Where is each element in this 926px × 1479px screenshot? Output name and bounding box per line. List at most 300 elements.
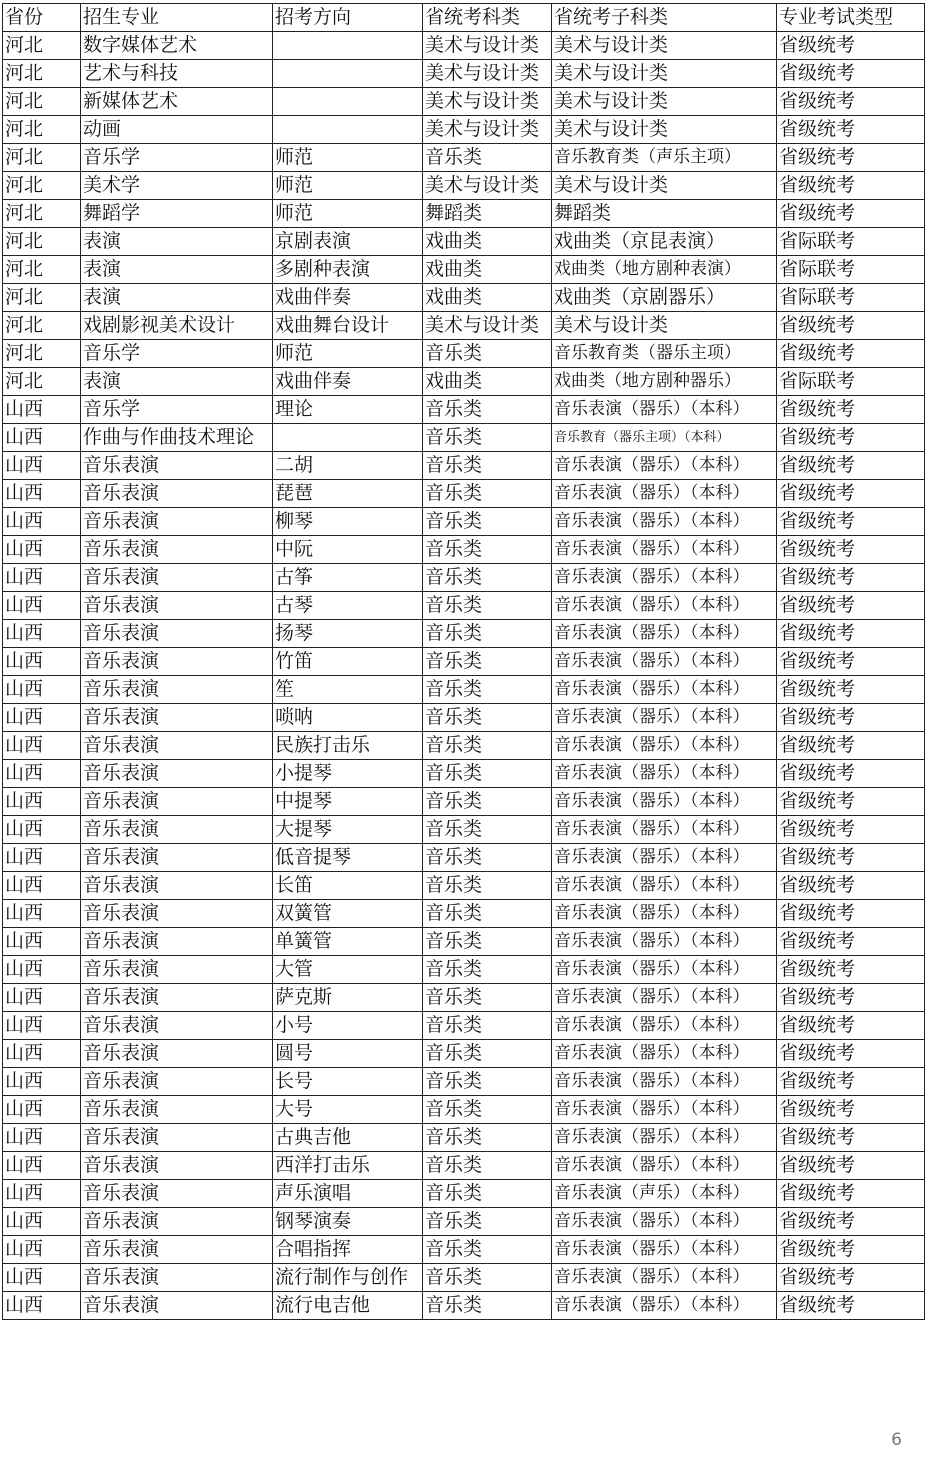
cell-direction: 小提琴 bbox=[273, 760, 423, 788]
cell-exam-category: 音乐类 bbox=[423, 1264, 552, 1292]
cell-exam-category: 音乐类 bbox=[423, 1040, 552, 1068]
cell-major: 戏剧影视美术设计 bbox=[81, 312, 273, 340]
cell-exam-subcategory: 音乐表演（器乐）（本科） bbox=[552, 760, 777, 788]
cell-major: 音乐表演 bbox=[81, 1152, 273, 1180]
cell-province: 山西 bbox=[3, 1208, 81, 1236]
cell-exam-subcategory: 美术与设计类 bbox=[552, 60, 777, 88]
cell-exam-category: 音乐类 bbox=[423, 732, 552, 760]
cell-direction: 圆号 bbox=[273, 1040, 423, 1068]
cell-direction: 戏曲舞台设计 bbox=[273, 312, 423, 340]
cell-exam-type: 省级统考 bbox=[777, 704, 925, 732]
cell-exam-subcategory: 音乐表演（器乐）（本科） bbox=[552, 1040, 777, 1068]
cell-exam-category: 音乐类 bbox=[423, 704, 552, 732]
cell-exam-type: 省级统考 bbox=[777, 648, 925, 676]
cell-exam-type: 省级统考 bbox=[777, 1236, 925, 1264]
cell-major: 音乐表演 bbox=[81, 1040, 273, 1068]
cell-direction: 大号 bbox=[273, 1096, 423, 1124]
cell-exam-type: 省级统考 bbox=[777, 1208, 925, 1236]
cell-major: 音乐表演 bbox=[81, 844, 273, 872]
cell-exam-category: 音乐类 bbox=[423, 872, 552, 900]
cell-major: 音乐表演 bbox=[81, 592, 273, 620]
cell-exam-subcategory: 音乐表演（器乐）（本科） bbox=[552, 704, 777, 732]
cell-exam-subcategory: 音乐表演（器乐）（本科） bbox=[552, 396, 777, 424]
table-row bbox=[3, 116, 925, 144]
table-row bbox=[3, 900, 925, 928]
cell-direction: 唢呐 bbox=[273, 704, 423, 732]
cell-province: 河北 bbox=[3, 88, 81, 116]
cell-exam-type: 省级统考 bbox=[777, 984, 925, 1012]
cell-exam-type: 省级统考 bbox=[777, 1012, 925, 1040]
cell-exam-category: 美术与设计类 bbox=[423, 172, 552, 200]
table-row bbox=[3, 1292, 925, 1320]
cell-direction: 中阮 bbox=[273, 536, 423, 564]
table-row bbox=[3, 284, 925, 312]
cell-exam-category: 音乐类 bbox=[423, 592, 552, 620]
cell-province: 河北 bbox=[3, 144, 81, 172]
cell-exam-type: 省级统考 bbox=[777, 592, 925, 620]
cell-major: 音乐表演 bbox=[81, 956, 273, 984]
table-row bbox=[3, 872, 925, 900]
cell-direction: 低音提琴 bbox=[273, 844, 423, 872]
cell-province: 河北 bbox=[3, 284, 81, 312]
admissions-table bbox=[2, 3, 925, 1320]
table-row bbox=[3, 1068, 925, 1096]
table-body bbox=[3, 4, 925, 1320]
cell-exam-subcategory: 美术与设计类 bbox=[552, 88, 777, 116]
table-row bbox=[3, 200, 925, 228]
cell-exam-subcategory: 音乐教育（器乐主项）（本科） bbox=[552, 424, 777, 452]
cell-exam-category: 音乐类 bbox=[423, 676, 552, 704]
cell-direction: 扬琴 bbox=[273, 620, 423, 648]
cell-exam-type: 省级统考 bbox=[777, 564, 925, 592]
cell-province: 山西 bbox=[3, 1012, 81, 1040]
cell-exam-type: 省际联考 bbox=[777, 368, 925, 396]
cell-exam-category: 戏曲类 bbox=[423, 368, 552, 396]
cell-major: 音乐表演 bbox=[81, 872, 273, 900]
cell-direction: 竹笛 bbox=[273, 648, 423, 676]
cell-exam-type: 省级统考 bbox=[777, 144, 925, 172]
cell-exam-category: 音乐类 bbox=[423, 1292, 552, 1320]
table-row bbox=[3, 368, 925, 396]
cell-major: 音乐表演 bbox=[81, 676, 273, 704]
cell-direction: 师范 bbox=[273, 200, 423, 228]
header-exam-subcategory: 省统考子科类 bbox=[552, 4, 777, 32]
cell-exam-subcategory: 音乐表演（器乐）（本科） bbox=[552, 1152, 777, 1180]
cell-exam-category: 音乐类 bbox=[423, 1208, 552, 1236]
cell-exam-type: 省际联考 bbox=[777, 284, 925, 312]
cell-exam-subcategory: 音乐表演（器乐）（本科） bbox=[552, 592, 777, 620]
cell-province: 山西 bbox=[3, 648, 81, 676]
cell-exam-type: 省级统考 bbox=[777, 536, 925, 564]
cell-exam-category: 音乐类 bbox=[423, 620, 552, 648]
table-row bbox=[3, 704, 925, 732]
cell-exam-subcategory: 音乐表演（器乐）（本科） bbox=[552, 536, 777, 564]
cell-major: 音乐表演 bbox=[81, 984, 273, 1012]
cell-exam-category: 音乐类 bbox=[423, 452, 552, 480]
table-row bbox=[3, 396, 925, 424]
table-row bbox=[3, 1264, 925, 1292]
page-number: 6 bbox=[891, 1430, 902, 1450]
cell-exam-type: 省级统考 bbox=[777, 424, 925, 452]
cell-major: 表演 bbox=[81, 284, 273, 312]
cell-exam-subcategory: 音乐教育类（声乐主项） bbox=[552, 144, 777, 172]
cell-direction: 师范 bbox=[273, 340, 423, 368]
table-row bbox=[3, 452, 925, 480]
cell-exam-type: 省级统考 bbox=[777, 1264, 925, 1292]
table-row bbox=[3, 592, 925, 620]
table-row bbox=[3, 564, 925, 592]
cell-exam-subcategory: 音乐表演（器乐）（本科） bbox=[552, 872, 777, 900]
cell-province: 河北 bbox=[3, 312, 81, 340]
cell-exam-category: 音乐类 bbox=[423, 984, 552, 1012]
cell-exam-category: 音乐类 bbox=[423, 1124, 552, 1152]
table-row bbox=[3, 816, 925, 844]
cell-exam-type: 省级统考 bbox=[777, 928, 925, 956]
cell-exam-type: 省级统考 bbox=[777, 116, 925, 144]
cell-direction bbox=[273, 60, 423, 88]
cell-direction: 声乐演唱 bbox=[273, 1180, 423, 1208]
cell-exam-subcategory: 美术与设计类 bbox=[552, 312, 777, 340]
table-row bbox=[3, 480, 925, 508]
cell-direction: 戏曲伴奏 bbox=[273, 284, 423, 312]
cell-exam-subcategory: 音乐表演（器乐）（本科） bbox=[552, 844, 777, 872]
cell-exam-category: 戏曲类 bbox=[423, 228, 552, 256]
cell-exam-category: 音乐类 bbox=[423, 396, 552, 424]
cell-major: 音乐表演 bbox=[81, 536, 273, 564]
table-row bbox=[3, 144, 925, 172]
cell-exam-type: 省级统考 bbox=[777, 1068, 925, 1096]
table-row bbox=[3, 1236, 925, 1264]
cell-province: 山西 bbox=[3, 1264, 81, 1292]
cell-exam-subcategory: 音乐表演（器乐）（本科） bbox=[552, 984, 777, 1012]
cell-direction: 长号 bbox=[273, 1068, 423, 1096]
cell-direction: 大管 bbox=[273, 956, 423, 984]
cell-exam-subcategory: 音乐表演（器乐）（本科） bbox=[552, 1264, 777, 1292]
cell-major: 音乐表演 bbox=[81, 1180, 273, 1208]
cell-exam-type: 省级统考 bbox=[777, 844, 925, 872]
cell-exam-subcategory: 戏曲类（地方剧种器乐） bbox=[552, 368, 777, 396]
cell-province: 山西 bbox=[3, 816, 81, 844]
table-row bbox=[3, 732, 925, 760]
cell-exam-subcategory: 戏曲类（京昆表演） bbox=[552, 228, 777, 256]
cell-major: 音乐表演 bbox=[81, 732, 273, 760]
cell-exam-category: 音乐类 bbox=[423, 536, 552, 564]
header-major: 招生专业 bbox=[81, 4, 273, 32]
cell-exam-subcategory: 音乐表演（器乐）（本科） bbox=[552, 564, 777, 592]
table-row bbox=[3, 536, 925, 564]
cell-exam-type: 省级统考 bbox=[777, 788, 925, 816]
cell-direction: 长笛 bbox=[273, 872, 423, 900]
table-row bbox=[3, 620, 925, 648]
cell-province: 山西 bbox=[3, 732, 81, 760]
cell-major: 音乐学 bbox=[81, 144, 273, 172]
cell-major: 音乐表演 bbox=[81, 816, 273, 844]
cell-direction: 理论 bbox=[273, 396, 423, 424]
cell-major: 美术学 bbox=[81, 172, 273, 200]
cell-major: 数字媒体艺术 bbox=[81, 32, 273, 60]
table-row bbox=[3, 88, 925, 116]
cell-province: 山西 bbox=[3, 592, 81, 620]
cell-exam-type: 省级统考 bbox=[777, 508, 925, 536]
cell-province: 河北 bbox=[3, 172, 81, 200]
cell-major: 音乐表演 bbox=[81, 1264, 273, 1292]
cell-exam-type: 省级统考 bbox=[777, 1124, 925, 1152]
cell-major: 音乐表演 bbox=[81, 1236, 273, 1264]
table-row bbox=[3, 844, 925, 872]
table-row bbox=[3, 312, 925, 340]
cell-exam-category: 音乐类 bbox=[423, 1012, 552, 1040]
table-row bbox=[3, 1208, 925, 1236]
cell-direction: 笙 bbox=[273, 676, 423, 704]
table-row bbox=[3, 984, 925, 1012]
cell-exam-category: 音乐类 bbox=[423, 900, 552, 928]
table-row bbox=[3, 228, 925, 256]
cell-major: 艺术与科技 bbox=[81, 60, 273, 88]
cell-major: 舞蹈学 bbox=[81, 200, 273, 228]
cell-exam-category: 音乐类 bbox=[423, 508, 552, 536]
cell-exam-category: 美术与设计类 bbox=[423, 88, 552, 116]
cell-exam-type: 省级统考 bbox=[777, 872, 925, 900]
cell-exam-subcategory: 音乐表演（器乐）（本科） bbox=[552, 1068, 777, 1096]
cell-province: 山西 bbox=[3, 872, 81, 900]
cell-exam-type: 省级统考 bbox=[777, 88, 925, 116]
cell-province: 山西 bbox=[3, 452, 81, 480]
cell-province: 山西 bbox=[3, 928, 81, 956]
cell-province: 河北 bbox=[3, 368, 81, 396]
cell-province: 河北 bbox=[3, 256, 81, 284]
cell-direction: 古琴 bbox=[273, 592, 423, 620]
cell-direction: 古典吉他 bbox=[273, 1124, 423, 1152]
cell-exam-type: 省级统考 bbox=[777, 1180, 925, 1208]
cell-direction: 二胡 bbox=[273, 452, 423, 480]
cell-direction: 萨克斯 bbox=[273, 984, 423, 1012]
cell-exam-subcategory: 美术与设计类 bbox=[552, 32, 777, 60]
cell-province: 山西 bbox=[3, 1292, 81, 1320]
cell-exam-category: 音乐类 bbox=[423, 956, 552, 984]
cell-province: 山西 bbox=[3, 984, 81, 1012]
cell-province: 河北 bbox=[3, 116, 81, 144]
cell-province: 山西 bbox=[3, 564, 81, 592]
cell-major: 音乐学 bbox=[81, 340, 273, 368]
table-row bbox=[3, 760, 925, 788]
cell-exam-type: 省级统考 bbox=[777, 1040, 925, 1068]
cell-direction: 琵琶 bbox=[273, 480, 423, 508]
cell-province: 山西 bbox=[3, 900, 81, 928]
cell-exam-category: 音乐类 bbox=[423, 928, 552, 956]
cell-major: 音乐表演 bbox=[81, 1124, 273, 1152]
cell-major: 音乐表演 bbox=[81, 1208, 273, 1236]
cell-exam-subcategory: 音乐表演（器乐）（本科） bbox=[552, 816, 777, 844]
table-row bbox=[3, 340, 925, 368]
cell-direction: 双簧管 bbox=[273, 900, 423, 928]
cell-direction: 古筝 bbox=[273, 564, 423, 592]
cell-direction bbox=[273, 88, 423, 116]
cell-exam-subcategory: 音乐表演（声乐）（本科） bbox=[552, 1180, 777, 1208]
cell-exam-type: 省际联考 bbox=[777, 228, 925, 256]
cell-exam-subcategory: 音乐表演（器乐）（本科） bbox=[552, 1292, 777, 1320]
cell-direction: 多剧种表演 bbox=[273, 256, 423, 284]
cell-exam-category: 音乐类 bbox=[423, 648, 552, 676]
cell-exam-subcategory: 音乐表演（器乐）（本科） bbox=[552, 788, 777, 816]
cell-major: 音乐表演 bbox=[81, 1012, 273, 1040]
cell-direction: 师范 bbox=[273, 172, 423, 200]
cell-direction bbox=[273, 32, 423, 60]
cell-exam-category: 音乐类 bbox=[423, 564, 552, 592]
cell-major: 音乐表演 bbox=[81, 1292, 273, 1320]
table-row bbox=[3, 648, 925, 676]
table-row bbox=[3, 32, 925, 60]
header-direction: 招考方向 bbox=[273, 4, 423, 32]
cell-direction: 合唱指挥 bbox=[273, 1236, 423, 1264]
cell-exam-type: 省级统考 bbox=[777, 452, 925, 480]
table-row bbox=[3, 424, 925, 452]
cell-exam-subcategory: 音乐表演（器乐）（本科） bbox=[552, 1012, 777, 1040]
cell-province: 山西 bbox=[3, 844, 81, 872]
cell-exam-type: 省级统考 bbox=[777, 172, 925, 200]
cell-exam-type: 省级统考 bbox=[777, 200, 925, 228]
table-row bbox=[3, 256, 925, 284]
cell-exam-category: 音乐类 bbox=[423, 816, 552, 844]
cell-province: 山西 bbox=[3, 396, 81, 424]
cell-province: 河北 bbox=[3, 228, 81, 256]
cell-province: 河北 bbox=[3, 32, 81, 60]
cell-exam-type: 省级统考 bbox=[777, 1292, 925, 1320]
cell-exam-subcategory: 音乐表演（器乐）（本科） bbox=[552, 452, 777, 480]
cell-major: 表演 bbox=[81, 256, 273, 284]
cell-exam-category: 音乐类 bbox=[423, 480, 552, 508]
cell-exam-subcategory: 戏曲类（京剧器乐） bbox=[552, 284, 777, 312]
cell-province: 河北 bbox=[3, 200, 81, 228]
cell-province: 山西 bbox=[3, 1040, 81, 1068]
cell-exam-type: 省级统考 bbox=[777, 900, 925, 928]
cell-exam-category: 音乐类 bbox=[423, 1096, 552, 1124]
table-row bbox=[3, 1012, 925, 1040]
cell-major: 作曲与作曲技术理论 bbox=[81, 424, 273, 452]
cell-exam-type: 省级统考 bbox=[777, 60, 925, 88]
table-row bbox=[3, 1124, 925, 1152]
cell-exam-subcategory: 舞蹈类 bbox=[552, 200, 777, 228]
cell-direction: 流行制作与创作 bbox=[273, 1264, 423, 1292]
cell-exam-category: 音乐类 bbox=[423, 788, 552, 816]
cell-exam-type: 省级统考 bbox=[777, 340, 925, 368]
cell-direction: 中提琴 bbox=[273, 788, 423, 816]
cell-major: 表演 bbox=[81, 368, 273, 396]
cell-exam-subcategory: 音乐表演（器乐）（本科） bbox=[552, 928, 777, 956]
cell-exam-subcategory: 音乐表演（器乐）（本科） bbox=[552, 648, 777, 676]
cell-province: 山西 bbox=[3, 704, 81, 732]
cell-exam-type: 省级统考 bbox=[777, 760, 925, 788]
cell-major: 音乐表演 bbox=[81, 1068, 273, 1096]
cell-province: 河北 bbox=[3, 60, 81, 88]
cell-exam-type: 省级统考 bbox=[777, 816, 925, 844]
cell-province: 山西 bbox=[3, 480, 81, 508]
cell-exam-type: 省级统考 bbox=[777, 312, 925, 340]
cell-major: 新媒体艺术 bbox=[81, 88, 273, 116]
cell-province: 山西 bbox=[3, 1236, 81, 1264]
cell-exam-subcategory: 音乐表演（器乐）（本科） bbox=[552, 956, 777, 984]
cell-exam-category: 音乐类 bbox=[423, 760, 552, 788]
cell-exam-category: 音乐类 bbox=[423, 144, 552, 172]
cell-province: 山西 bbox=[3, 956, 81, 984]
cell-exam-category: 美术与设计类 bbox=[423, 312, 552, 340]
table-row bbox=[3, 1152, 925, 1180]
cell-exam-type: 省级统考 bbox=[777, 32, 925, 60]
cell-direction: 民族打击乐 bbox=[273, 732, 423, 760]
cell-direction: 师范 bbox=[273, 144, 423, 172]
cell-province: 山西 bbox=[3, 508, 81, 536]
cell-exam-subcategory: 音乐表演（器乐）（本科） bbox=[552, 620, 777, 648]
cell-exam-category: 音乐类 bbox=[423, 1236, 552, 1264]
table-row bbox=[3, 1040, 925, 1068]
cell-exam-subcategory: 美术与设计类 bbox=[552, 172, 777, 200]
table-row bbox=[3, 172, 925, 200]
cell-exam-category: 音乐类 bbox=[423, 424, 552, 452]
cell-exam-type: 省际联考 bbox=[777, 256, 925, 284]
cell-exam-type: 省级统考 bbox=[777, 1096, 925, 1124]
cell-direction: 戏曲伴奏 bbox=[273, 368, 423, 396]
cell-major: 音乐表演 bbox=[81, 788, 273, 816]
table-row bbox=[3, 928, 925, 956]
cell-province: 山西 bbox=[3, 676, 81, 704]
cell-exam-category: 音乐类 bbox=[423, 340, 552, 368]
cell-major: 音乐表演 bbox=[81, 620, 273, 648]
cell-major: 音乐表演 bbox=[81, 928, 273, 956]
table-row bbox=[3, 956, 925, 984]
cell-major: 音乐表演 bbox=[81, 900, 273, 928]
cell-exam-category: 美术与设计类 bbox=[423, 60, 552, 88]
cell-major: 音乐表演 bbox=[81, 564, 273, 592]
cell-exam-category: 戏曲类 bbox=[423, 284, 552, 312]
cell-exam-category: 美术与设计类 bbox=[423, 32, 552, 60]
table-header-row bbox=[3, 4, 925, 32]
cell-exam-type: 省级统考 bbox=[777, 1152, 925, 1180]
cell-major: 音乐表演 bbox=[81, 508, 273, 536]
cell-exam-subcategory: 音乐教育类（器乐主项） bbox=[552, 340, 777, 368]
header-province: 省份 bbox=[3, 4, 81, 32]
cell-major: 音乐表演 bbox=[81, 704, 273, 732]
cell-province: 山西 bbox=[3, 1124, 81, 1152]
cell-exam-subcategory: 戏曲类（地方剧种表演） bbox=[552, 256, 777, 284]
cell-major: 音乐表演 bbox=[81, 648, 273, 676]
cell-exam-type: 省级统考 bbox=[777, 620, 925, 648]
cell-major: 音乐表演 bbox=[81, 452, 273, 480]
cell-direction: 单簧管 bbox=[273, 928, 423, 956]
cell-province: 河北 bbox=[3, 340, 81, 368]
table-row bbox=[3, 676, 925, 704]
cell-direction: 柳琴 bbox=[273, 508, 423, 536]
table-row bbox=[3, 1096, 925, 1124]
cell-direction bbox=[273, 424, 423, 452]
cell-exam-subcategory: 音乐表演（器乐）（本科） bbox=[552, 508, 777, 536]
cell-direction: 钢琴演奏 bbox=[273, 1208, 423, 1236]
cell-exam-category: 音乐类 bbox=[423, 844, 552, 872]
cell-direction: 流行电吉他 bbox=[273, 1292, 423, 1320]
cell-exam-subcategory: 音乐表演（器乐）（本科） bbox=[552, 732, 777, 760]
cell-exam-type: 省级统考 bbox=[777, 480, 925, 508]
cell-exam-subcategory: 音乐表演（器乐）（本科） bbox=[552, 900, 777, 928]
cell-major: 音乐学 bbox=[81, 396, 273, 424]
cell-exam-type: 省级统考 bbox=[777, 396, 925, 424]
cell-province: 山西 bbox=[3, 620, 81, 648]
cell-exam-type: 省级统考 bbox=[777, 732, 925, 760]
cell-exam-subcategory: 美术与设计类 bbox=[552, 116, 777, 144]
cell-province: 山西 bbox=[3, 788, 81, 816]
cell-major: 表演 bbox=[81, 228, 273, 256]
cell-province: 山西 bbox=[3, 536, 81, 564]
cell-province: 山西 bbox=[3, 760, 81, 788]
cell-exam-subcategory: 音乐表演（器乐）（本科） bbox=[552, 1096, 777, 1124]
cell-province: 山西 bbox=[3, 1096, 81, 1124]
